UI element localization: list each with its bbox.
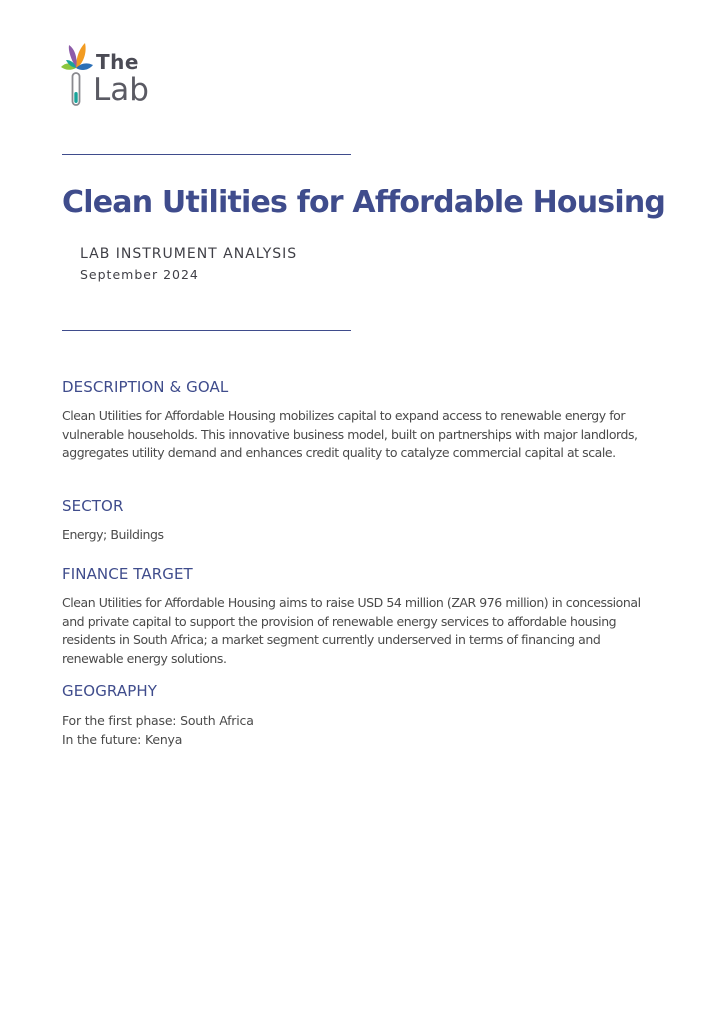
finance-target-body: Clean Utilities for Affordable Housing aims to raise USD 54 million (ZAR 976 million) in concessional and private capital to support the provision of renewable energy services to affordable housing residents in South Africa; a market segment currently underserved in terms of financing and renewable energy solutions. — [62, 595, 641, 666]
description-body: Clean Utilities for Affordable Housing mobilizes capital to expand access to renewable energy for vulnerable households. This innovative business model, built on partnerships with major landlords, aggregates utility demand and enhances credit quality to catalyze commercial capital at scale. — [62, 408, 638, 460]
report-title: Clean Utilities for Affordable Housing — [62, 185, 666, 220]
sector-body: Energy; Buildings — [62, 527, 164, 542]
geography-line-future: In the future: Kenya — [62, 732, 183, 747]
finance-target-section — [62, 564, 662, 668]
the-lab-logo — [60, 40, 190, 112]
geography-line-first-phase: For the first phase: South Africa — [62, 713, 254, 728]
description-section — [62, 377, 662, 463]
description-heading: DESCRIPTION & GOAL — [62, 378, 229, 396]
bottom-divider — [62, 330, 351, 331]
geography-section — [62, 681, 662, 749]
lab-flask-leaves-icon — [60, 40, 96, 112]
top-divider — [62, 154, 351, 155]
finance-target-heading: FINANCE TARGET — [62, 565, 193, 583]
report-date: September 2024 — [80, 267, 199, 282]
logo-wordmark-lab: Lab — [93, 72, 149, 108]
logo-wordmark-the: The — [96, 50, 139, 74]
report-subtitle: LAB INSTRUMENT ANALYSIS — [80, 246, 298, 262]
sector-heading: SECTOR — [62, 497, 124, 515]
geography-heading: GEOGRAPHY — [62, 682, 157, 700]
sector-section — [62, 496, 662, 545]
geography-lines — [62, 711, 662, 749]
